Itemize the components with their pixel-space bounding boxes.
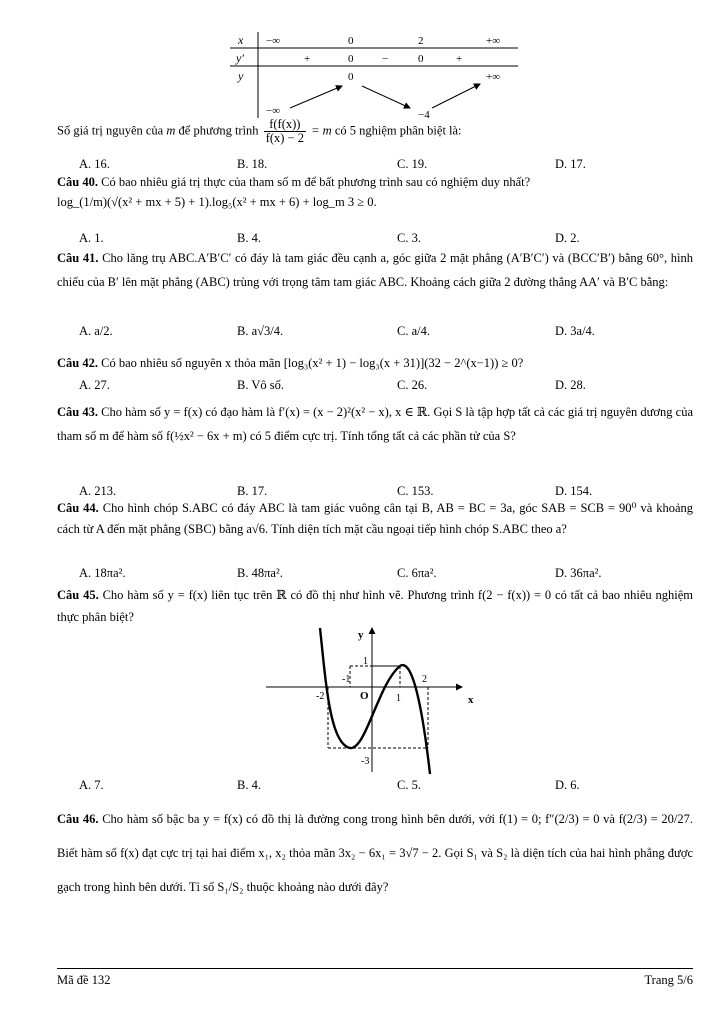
q44-stem: Câu 44. Cho hình chóp S.ABC có đáy ABC là tam giác vuông cân tại B, AB = BC = 3a, góc SAB = SCB = 90⁰ và khoảng cách từ A đến mặt phẳng (SBC) bằng a√6. Tính diện tích mặt cầu ngoại tiếp hình chóp S.ABC theo a? (57, 501, 694, 536)
q39-options (57, 157, 693, 173)
q41-option-a[interactable]: A. a/2. (79, 324, 113, 338)
sign: 0 (348, 53, 354, 65)
origin-label: O (360, 690, 369, 702)
q45-option-a[interactable]: A. 7. (79, 778, 104, 792)
q40-option-c[interactable]: C. 3. (397, 231, 421, 245)
q41-option-b[interactable]: B. a√3/4. (237, 324, 284, 338)
x-value: 2 (418, 35, 424, 47)
q41-stem: Câu 41. Cho lăng trụ ABC.A′B′C′ có đáy là tam giác đều cạnh a, góc giữa 2 mặt phẳng (A′B′C′) và (BCC′B′) bằng 60°, hình chiếu của B′ lên mặt phẳng (ABC) trùng với trọng tâm tam giác ABC. Khoảng cách giữa 2 đường thẳng AA′ và B′C bằng: (57, 251, 694, 289)
q45-option-d[interactable]: D. 6. (555, 778, 580, 792)
q45-stem: Câu 45. Cho hàm số y = f(x) liên tục trên ℝ có đồ thị như hình vẽ. Phương trình f(2 − f(x)) = 0 có tất cả bao nhiêu nghiệm thực phân biệt? (57, 588, 694, 624)
q41-options (57, 324, 693, 340)
q42-option-d[interactable]: D. 28. (555, 378, 586, 392)
tick-label: -3 (361, 756, 370, 767)
q45-option-b[interactable]: B. 4. (237, 778, 261, 792)
x-value: 0 (348, 35, 354, 47)
q44-option-a[interactable]: A. 18πa². (79, 566, 126, 580)
q43-option-a[interactable]: A. 213. (79, 484, 117, 498)
function-curve (320, 628, 430, 774)
q43-option-d[interactable]: D. 154. (555, 484, 593, 498)
exam-code: Mã đề 132 (57, 973, 111, 987)
y-value: −∞ (266, 105, 281, 117)
row-y-label: y (238, 69, 244, 83)
q41-option-d[interactable]: D. 3a/4. (555, 324, 595, 338)
q43-stem: Câu 43. Cho hàm số y = f(x) có đạo hàm là f′(x) = (x − 2)²(x² − x), x ∈ ℝ. Gọi S là tập hợp tất cả các giá trị nguyên dương của tham số m để hàm số f(½x² − 6x + m) có 5 điểm cực trị. Tính tổng tất cả các phần tử của S? (57, 405, 694, 443)
q46-stem: Câu 46. Cho hàm số bậc ba y = f(x) có đồ thị là đường cong trong hình bên dưới, với f(1) = 0; f″(2/3) = 0 và f(2/3) = 20/27. Biết hàm số f(x) đạt cực trị tại hai điểm x₁, x₂ thỏa mãn 3x₂ − 6x₁ = 3√7 − 2. Gọi S₁ và S₂ là diện tích của hai hình phẳng được gạch trong hình bên dưới. Tỉ số S₁/S₂ thuộc khoảng nào dưới đây? (57, 812, 694, 894)
q44-options (57, 566, 693, 582)
q39-option-b[interactable]: B. 18. (237, 157, 268, 171)
sign: − (382, 53, 389, 65)
q40-options (57, 231, 693, 247)
x-value: −∞ (266, 35, 281, 47)
tick-label: 1 (363, 656, 368, 667)
variation-table (230, 30, 520, 120)
tick-label: 2 (422, 674, 427, 685)
q43-option-b[interactable]: B. 17. (237, 484, 268, 498)
decreasing-arrow (362, 86, 410, 108)
page-number: Trang 5/6 (644, 973, 693, 987)
row-x-label: x (238, 33, 244, 47)
q40-stem: Câu 40. Có bao nhiêu giá trị thực của tham số m để bất phương trình sau có nghiệm duy nhất? (57, 175, 531, 189)
q42-option-c[interactable]: C. 26. (397, 378, 428, 392)
increasing-arrow (290, 86, 342, 108)
x-axis-label: x (468, 694, 474, 706)
tick-label: 1 (396, 693, 401, 704)
increasing-arrow (432, 84, 480, 108)
row-yprime-label: y′ (236, 51, 244, 65)
footer-rule (57, 968, 693, 969)
q39-option-d[interactable]: D. 17. (555, 157, 586, 171)
q42-stem: Câu 42. Có bao nhiêu số nguyên x thỏa mãn [log₃(x² + 1) − log₃(x + 31)](32 − 2^(x−1)) ≥ 0? (57, 356, 524, 370)
y-value: −4 (418, 109, 430, 120)
sign: + (456, 53, 463, 65)
q40-option-b[interactable]: B. 4. (237, 231, 261, 245)
tick-label: -2 (316, 691, 325, 702)
q42-options (57, 378, 693, 394)
q42-option-a[interactable]: A. 27. (79, 378, 110, 392)
q45-option-c[interactable]: C. 5. (397, 778, 421, 792)
footer (57, 973, 693, 988)
sign: + (304, 53, 311, 65)
q45-graph (262, 624, 482, 774)
q44-option-b[interactable]: B. 48πa². (237, 566, 283, 580)
y-axis-label: y (358, 629, 364, 641)
q42-option-b[interactable]: B. Vô số. (237, 378, 285, 392)
q41-option-c[interactable]: C. a/4. (397, 324, 430, 338)
q43-option-c[interactable]: C. 153. (397, 484, 434, 498)
sign: 0 (418, 53, 424, 65)
q39-stem: Số giá trị nguyên của m để phương trình $\frac{f(f(x))}{f(x) - 2}$ = m có 5 nghiệm phân biệt là: (57, 117, 462, 145)
q40-option-a[interactable]: A. 1. (79, 231, 104, 245)
q40-option-d[interactable]: D. 2. (555, 231, 580, 245)
tick-label: -1 (342, 674, 351, 685)
y-value: 0 (348, 71, 354, 83)
q44-option-c[interactable]: C. 6πa². (397, 566, 437, 580)
q45-options (57, 778, 693, 794)
y-value: +∞ (486, 71, 501, 83)
q39-option-a[interactable]: A. 16. (79, 157, 110, 171)
x-value: +∞ (486, 35, 501, 47)
q44-option-d[interactable]: D. 36πa². (555, 566, 602, 580)
q39-option-c[interactable]: C. 19. (397, 157, 428, 171)
q40-formula: log_(1/m)(√(x² + mx + 5) + 1).log₅(x² + mx + 6) + log_m 3 ≥ 0. (57, 195, 377, 209)
q39-fraction: $\frac{f(f(x))}{f(x) - 2}$ (265, 117, 304, 145)
